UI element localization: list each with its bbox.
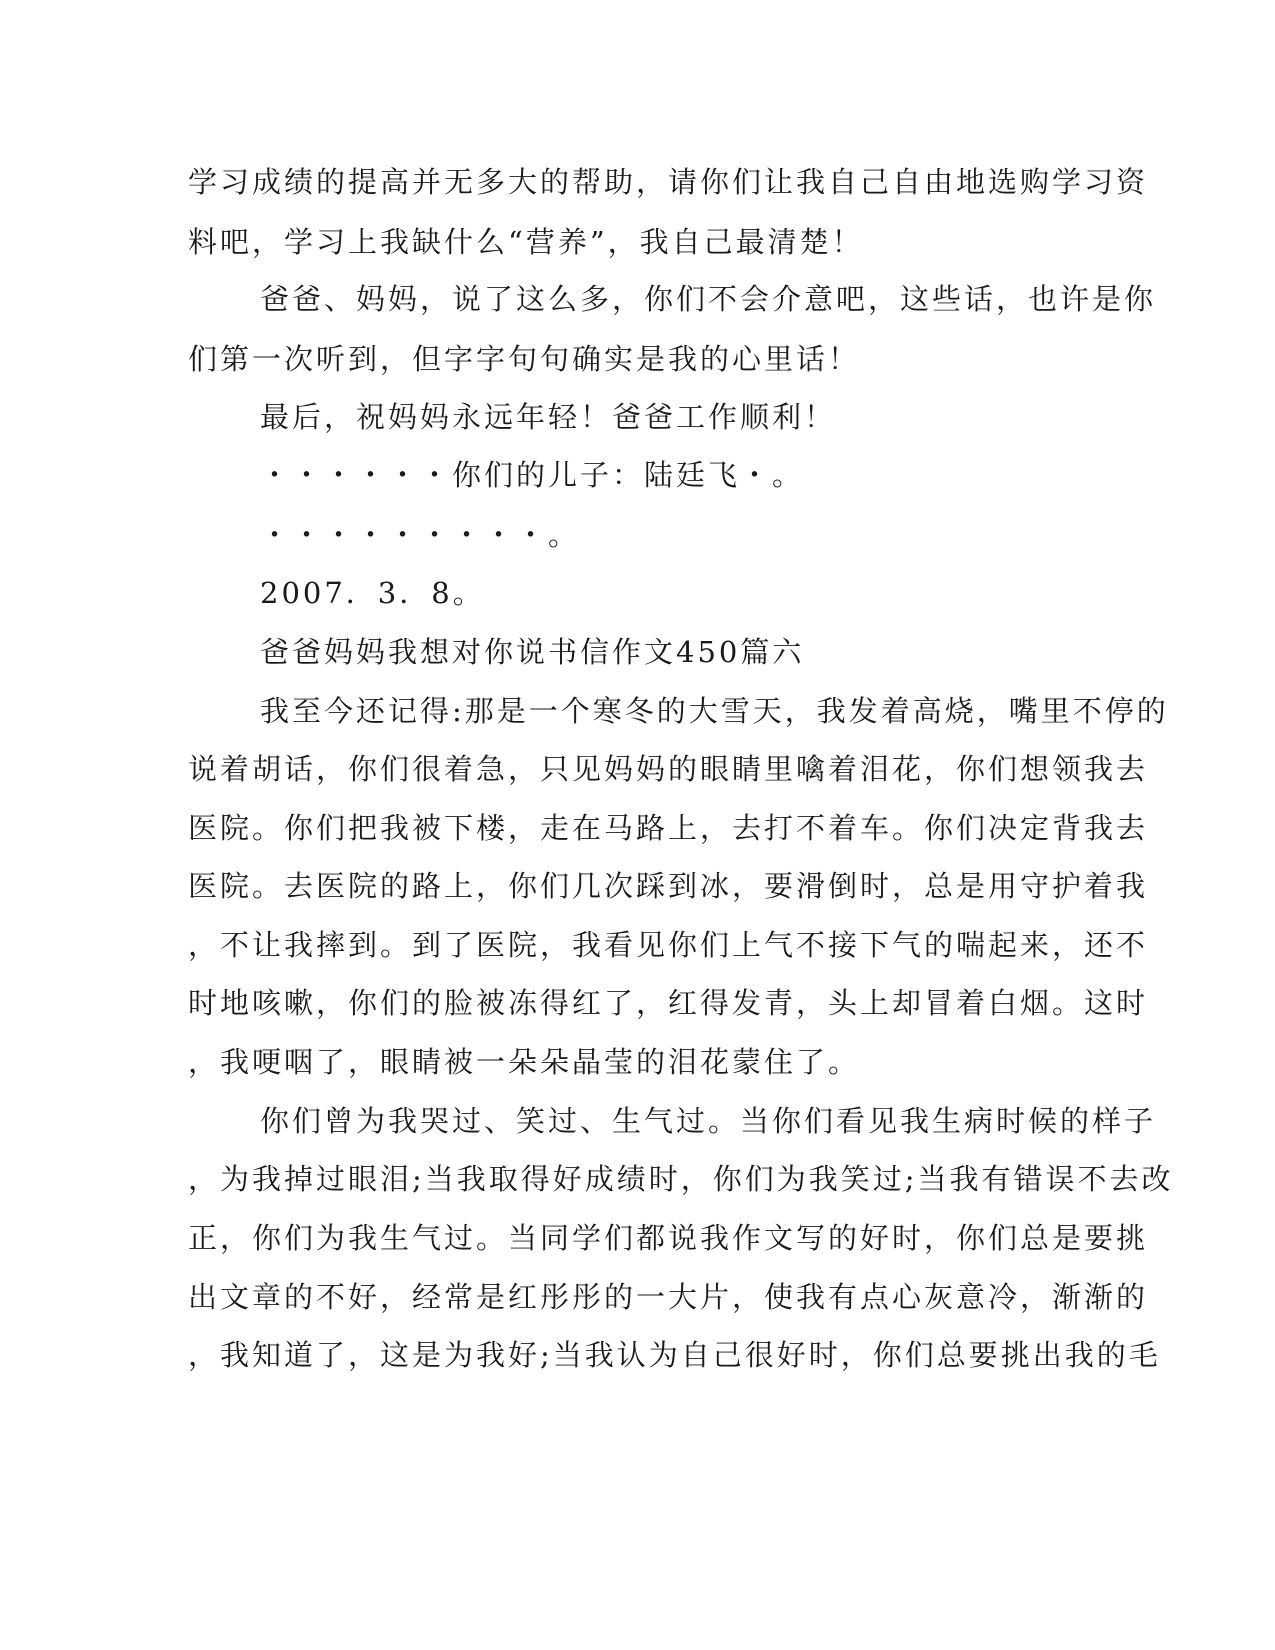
text-line: ，为我掉过眼泪;当我取得好成绩时，你们为我笑过;当我有错误不去改 bbox=[188, 1162, 1174, 1196]
text-line: ，我哽咽了，眼睛被一朵朵晶莹的泪花蒙住了。 bbox=[188, 1045, 861, 1079]
text-line: ，不让我摔到。到了医院，我看见你们上气不接下气的喘起来，还不 bbox=[188, 928, 1149, 962]
text-line: 我至今还记得:那是一个寒冬的大雪天，我发着高烧，嘴里不停的 bbox=[260, 694, 1169, 728]
text-line: 医院。去医院的路上，你们几次踩到冰，要滑倒时，总是用守护着我 bbox=[188, 869, 1149, 903]
text-line: ，我知道了，这是为我好;当我认为自己很好时，你们总要挑出我的毛 bbox=[188, 1338, 1161, 1372]
date-line: 2007．3．8。 bbox=[260, 576, 485, 610]
text-line: 爸爸、妈妈，说了这么多，你们不会介意吧，这些话，也许是你 bbox=[260, 282, 1157, 316]
text-line: 学习成绩的提高并无多大的帮助，请你们让我自己自由地选购学习资 bbox=[188, 165, 1149, 199]
text-line: 料吧，学习上我缺什么“营养”，我自己最清楚！ bbox=[188, 225, 864, 259]
text-line: 医院。你们把我被下楼，走在马路上，去打不着车。你们决定背我去 bbox=[188, 811, 1149, 845]
text-line: 你们曾为我哭过、笑过、生气过。当你们看见我生病时候的样子 bbox=[260, 1104, 1157, 1138]
section-heading: 爸爸妈妈我想对你说书信作文450篇六 bbox=[260, 635, 805, 669]
signature-line: ・・・・・・你们的儿子：陆廷飞・。 bbox=[260, 458, 805, 492]
text-line: 时地咳嗽，你们的脸被冻得红了，红得发青，头上却冒着白烟。这时 bbox=[188, 986, 1149, 1020]
text-line: 正，你们为我生气过。当同学们都说我作文写的好时，你们总是要挑 bbox=[188, 1221, 1149, 1255]
dotted-line: ・・・・・・・・・。 bbox=[260, 518, 581, 552]
text-line: 说着胡话，你们很着急，只见妈妈的眼睛里噙着泪花，你们想领我去 bbox=[188, 752, 1149, 786]
text-line: 最后，祝妈妈永远年轻！爸爸工作顺利！ bbox=[260, 400, 837, 434]
text-line: 出文章的不好，经常是红彤彤的一大片，使我有点心灰意冷，渐渐的 bbox=[188, 1280, 1149, 1314]
text-line: 们第一次听到，但字字句句确实是我的心里话！ bbox=[188, 342, 861, 376]
